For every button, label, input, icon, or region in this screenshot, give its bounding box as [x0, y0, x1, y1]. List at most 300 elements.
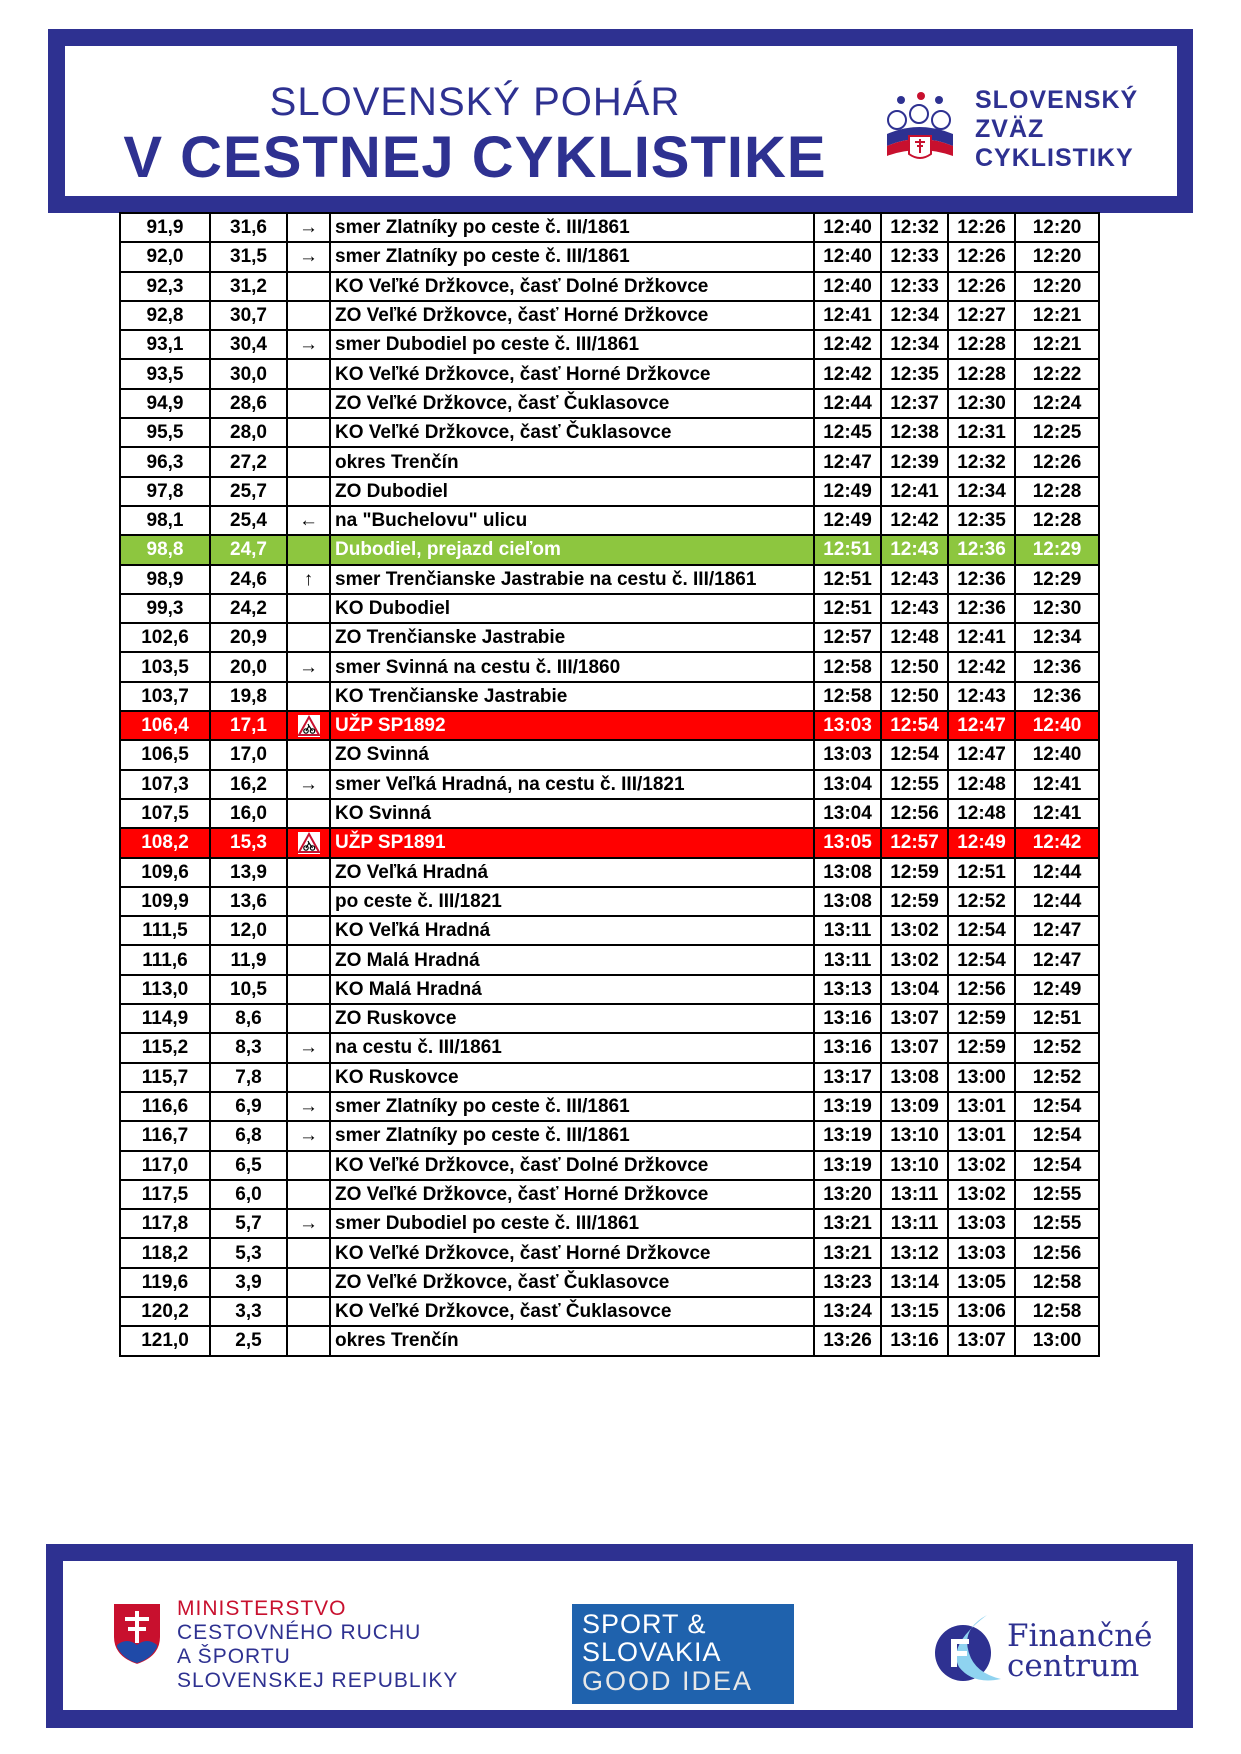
- time-col2: 13:08: [881, 1063, 948, 1092]
- table-row: [120, 887, 1099, 916]
- time-col2: 13:02: [881, 916, 948, 945]
- time-col4: 12:49: [1015, 975, 1099, 1004]
- time-col4: 12:40: [1015, 740, 1099, 769]
- route-description: smer Zlatníky po ceste č. III/1861: [330, 1121, 814, 1150]
- km-to-finish: 13,6: [210, 887, 287, 916]
- time-col1: 13:03: [814, 711, 881, 740]
- sport-line1: SPORT &: [582, 1609, 707, 1639]
- km-from-start: 121,0: [120, 1326, 210, 1355]
- route-description: ZO Malá Hradná: [330, 945, 814, 974]
- time-col1: 13:03: [814, 740, 881, 769]
- time-col1: 12:42: [814, 330, 881, 359]
- ministry-line3: A ŠPORTU: [177, 1645, 291, 1668]
- time-col3: 12:36: [948, 594, 1015, 623]
- time-col1: 12:45: [814, 418, 881, 447]
- time-col2: 13:10: [881, 1151, 948, 1180]
- time-col4: 12:29: [1015, 535, 1099, 564]
- time-col4: 12:20: [1015, 213, 1099, 242]
- route-description: smer Trenčianske Jastrabie na cestu č. III/1861: [330, 565, 814, 594]
- time-col4: 12:24: [1015, 389, 1099, 418]
- direction-cell: [287, 887, 330, 916]
- ministry-line2: CESTOVNÉHO RUCHU: [177, 1621, 422, 1644]
- table-row: [120, 1297, 1099, 1326]
- route-description: na "Buchelovu" ulicu: [330, 506, 814, 535]
- ministry-line1: MINISTERSTVO: [177, 1597, 347, 1620]
- km-from-start: 96,3: [120, 447, 210, 476]
- time-col1: 13:19: [814, 1121, 881, 1150]
- km-from-start: 111,6: [120, 945, 210, 974]
- km-from-start: 115,2: [120, 1033, 210, 1062]
- time-col4: 12:20: [1015, 272, 1099, 301]
- ministry-name: [177, 1597, 458, 1693]
- direction-cell: [287, 418, 330, 447]
- time-col3: 12:54: [948, 916, 1015, 945]
- route-description: okres Trenčín: [330, 447, 814, 476]
- time-col3: 12:27: [948, 301, 1015, 330]
- time-col2: 13:07: [881, 1033, 948, 1062]
- time-col2: 13:14: [881, 1268, 948, 1297]
- km-from-start: 114,9: [120, 1004, 210, 1033]
- route-description: ZO Dubodiel: [330, 477, 814, 506]
- header-banner: [48, 29, 1193, 213]
- table-row: [120, 770, 1099, 799]
- table-row: [120, 652, 1099, 681]
- route-description: KO Veľká Hradná: [330, 916, 814, 945]
- time-col4: 12:36: [1015, 682, 1099, 711]
- table-row: [120, 1238, 1099, 1267]
- time-col4: 12:44: [1015, 858, 1099, 887]
- km-to-finish: 10,5: [210, 975, 287, 1004]
- time-col4: 12:54: [1015, 1151, 1099, 1180]
- time-col3: 13:07: [948, 1326, 1015, 1355]
- slovak-coat-of-arms-icon: [111, 1601, 163, 1667]
- km-from-start: 117,8: [120, 1209, 210, 1238]
- km-from-start: 115,7: [120, 1063, 210, 1092]
- time-col4: 12:54: [1015, 1092, 1099, 1121]
- footer-panel: [63, 1561, 1177, 1710]
- time-col2: 12:50: [881, 682, 948, 711]
- km-to-finish: 17,1: [210, 711, 287, 740]
- table-row: [120, 1151, 1099, 1180]
- km-from-start: 113,0: [120, 975, 210, 1004]
- financne-centrum-name: [1007, 1618, 1153, 1684]
- time-col2: 12:38: [881, 418, 948, 447]
- time-col1: 12:41: [814, 301, 881, 330]
- time-col4: 12:40: [1015, 711, 1099, 740]
- direction-cell: [287, 1238, 330, 1267]
- time-col4: 12:56: [1015, 1238, 1099, 1267]
- time-col1: 12:42: [814, 359, 881, 388]
- time-col1: 12:49: [814, 506, 881, 535]
- km-from-start: 98,9: [120, 565, 210, 594]
- route-description: smer Zlatníky po ceste č. III/1861: [330, 213, 814, 242]
- time-col2: 13:07: [881, 1004, 948, 1033]
- km-to-finish: 31,6: [210, 213, 287, 242]
- title-line1: SLOVENSKÝ POHÁR: [269, 80, 681, 124]
- time-col3: 12:59: [948, 1033, 1015, 1062]
- time-col2: 12:50: [881, 652, 948, 681]
- time-col2: 12:37: [881, 389, 948, 418]
- route-description: KO Veľké Držkovce, časť Čuklasovce: [330, 418, 814, 447]
- route-description: ZO Trenčianske Jastrabie: [330, 623, 814, 652]
- km-to-finish: 28,0: [210, 418, 287, 447]
- table-row: [120, 1209, 1099, 1238]
- direction-cell: [287, 916, 330, 945]
- time-col3: 12:54: [948, 945, 1015, 974]
- time-col3: 12:59: [948, 1004, 1015, 1033]
- km-from-start: 98,8: [120, 535, 210, 564]
- direction-cell: [287, 477, 330, 506]
- route-description: KO Svinná: [330, 799, 814, 828]
- time-col1: 12:51: [814, 594, 881, 623]
- direction-cell: [287, 447, 330, 476]
- time-col4: 12:58: [1015, 1297, 1099, 1326]
- route-description: KO Veľké Držkovce, časť Dolné Držkovce: [330, 272, 814, 301]
- km-from-start: 120,2: [120, 1297, 210, 1326]
- km-to-finish: 31,2: [210, 272, 287, 301]
- route-description: KO Dubodiel: [330, 594, 814, 623]
- time-col2: 12:35: [881, 359, 948, 388]
- km-to-finish: 17,0: [210, 740, 287, 769]
- route-description: po ceste č. III/1821: [330, 887, 814, 916]
- org-line1: SLOVENSKÝ: [975, 86, 1139, 114]
- time-col2: 12:56: [881, 799, 948, 828]
- time-col4: 12:22: [1015, 359, 1099, 388]
- route-description: ZO Veľké Držkovce, časť Horné Držkovce: [330, 1180, 814, 1209]
- time-col4: 12:41: [1015, 770, 1099, 799]
- arrow-right-icon: →: [287, 1092, 330, 1121]
- time-col2: 12:43: [881, 594, 948, 623]
- time-col3: 12:48: [948, 799, 1015, 828]
- route-description: KO Veľké Držkovce, časť Čuklasovce: [330, 1297, 814, 1326]
- time-col4: 13:00: [1015, 1326, 1099, 1355]
- km-to-finish: 19,8: [210, 682, 287, 711]
- direction-cell: [287, 1151, 330, 1180]
- km-to-finish: 20,0: [210, 652, 287, 681]
- time-col2: 13:09: [881, 1092, 948, 1121]
- time-col4: 12:55: [1015, 1180, 1099, 1209]
- time-col3: 13:06: [948, 1297, 1015, 1326]
- time-col3: 13:02: [948, 1151, 1015, 1180]
- km-from-start: 93,1: [120, 330, 210, 359]
- km-from-start: 117,0: [120, 1151, 210, 1180]
- km-to-finish: 20,9: [210, 623, 287, 652]
- km-to-finish: 25,7: [210, 477, 287, 506]
- table-row: [120, 1063, 1099, 1092]
- km-from-start: 94,9: [120, 389, 210, 418]
- time-col2: 12:55: [881, 770, 948, 799]
- time-col4: 12:55: [1015, 1209, 1099, 1238]
- arrow-right-icon: →: [287, 1121, 330, 1150]
- time-col3: 13:03: [948, 1238, 1015, 1267]
- route-description: smer Svinná na cestu č. III/1860: [330, 652, 814, 681]
- time-col3: 12:49: [948, 828, 1015, 857]
- time-col4: 12:28: [1015, 477, 1099, 506]
- direction-cell: [287, 389, 330, 418]
- table-row: [120, 447, 1099, 476]
- time-col1: 13:20: [814, 1180, 881, 1209]
- time-col4: 12:41: [1015, 799, 1099, 828]
- time-col4: 12:42: [1015, 828, 1099, 857]
- sport-line2: SLOVAKIA: [582, 1637, 722, 1667]
- route-description: ZO Veľké Držkovce, časť Čuklasovce: [330, 1268, 814, 1297]
- time-col2: 12:33: [881, 242, 948, 271]
- time-col3: 12:56: [948, 975, 1015, 1004]
- time-col4: 12:21: [1015, 301, 1099, 330]
- table-row: [120, 682, 1099, 711]
- km-from-start: 108,2: [120, 828, 210, 857]
- direction-cell: [287, 301, 330, 330]
- km-from-start: 103,7: [120, 682, 210, 711]
- km-from-start: 116,6: [120, 1092, 210, 1121]
- km-to-finish: 11,9: [210, 945, 287, 974]
- time-col1: 13:24: [814, 1297, 881, 1326]
- km-from-start: 116,7: [120, 1121, 210, 1150]
- route-description: KO Ruskovce: [330, 1063, 814, 1092]
- km-from-start: 119,6: [120, 1268, 210, 1297]
- time-col3: 12:43: [948, 682, 1015, 711]
- km-to-finish: 27,2: [210, 447, 287, 476]
- arrow-left-icon: ←: [287, 506, 330, 535]
- time-col1: 13:17: [814, 1063, 881, 1092]
- time-col2: 12:33: [881, 272, 948, 301]
- time-col4: 12:44: [1015, 887, 1099, 916]
- arrow-right-icon: →: [287, 652, 330, 681]
- time-col2: 12:59: [881, 887, 948, 916]
- table-row: [120, 594, 1099, 623]
- time-col1: 13:08: [814, 858, 881, 887]
- route-description: smer Veľká Hradná, na cestu č. III/1821: [330, 770, 814, 799]
- time-col4: 12:30: [1015, 594, 1099, 623]
- time-col1: 13:19: [814, 1092, 881, 1121]
- time-col1: 13:11: [814, 945, 881, 974]
- route-description: KO Malá Hradná: [330, 975, 814, 1004]
- time-col3: 12:35: [948, 506, 1015, 535]
- km-from-start: 109,9: [120, 887, 210, 916]
- direction-cell: [287, 623, 330, 652]
- km-from-start: 103,5: [120, 652, 210, 681]
- direction-cell: [287, 1063, 330, 1092]
- time-col2: 12:59: [881, 858, 948, 887]
- km-to-finish: 6,8: [210, 1121, 287, 1150]
- km-to-finish: 5,7: [210, 1209, 287, 1238]
- time-col3: 13:03: [948, 1209, 1015, 1238]
- table-row: [120, 359, 1099, 388]
- km-to-finish: 5,3: [210, 1238, 287, 1267]
- sport-slovakia-logo: [572, 1604, 794, 1704]
- time-col1: 12:51: [814, 565, 881, 594]
- arrow-right-icon: →: [287, 242, 330, 271]
- route-description: KO Trenčianske Jastrabie: [330, 682, 814, 711]
- time-col2: 12:34: [881, 301, 948, 330]
- route-description: okres Trenčín: [330, 1326, 814, 1355]
- time-col4: 12:47: [1015, 945, 1099, 974]
- table-row: [120, 1033, 1099, 1062]
- route-description: smer Dubodiel po ceste č. III/1861: [330, 330, 814, 359]
- footer-banner: [46, 1544, 1193, 1728]
- time-col2: 12:32: [881, 213, 948, 242]
- route-description: smer Zlatníky po ceste č. III/1861: [330, 1092, 814, 1121]
- table-row: [120, 1326, 1099, 1355]
- time-col4: 12:20: [1015, 242, 1099, 271]
- km-to-finish: 24,6: [210, 565, 287, 594]
- table-row: [120, 213, 1099, 242]
- km-to-finish: 24,2: [210, 594, 287, 623]
- time-col2: 12:54: [881, 740, 948, 769]
- table-row: [120, 623, 1099, 652]
- table-row: [120, 389, 1099, 418]
- table-row: [120, 1004, 1099, 1033]
- direction-cell: [287, 359, 330, 388]
- km-to-finish: 25,4: [210, 506, 287, 535]
- table-row: [120, 477, 1099, 506]
- km-from-start: 111,5: [120, 916, 210, 945]
- time-col1: 12:57: [814, 623, 881, 652]
- table-row: [120, 916, 1099, 945]
- time-col1: 13:16: [814, 1004, 881, 1033]
- time-col2: 13:16: [881, 1326, 948, 1355]
- km-to-finish: 24,7: [210, 535, 287, 564]
- time-col3: 13:01: [948, 1121, 1015, 1150]
- direction-cell: [287, 1180, 330, 1209]
- time-col4: 12:21: [1015, 330, 1099, 359]
- route-description: smer Zlatníky po ceste č. III/1861: [330, 242, 814, 271]
- time-col2: 13:12: [881, 1238, 948, 1267]
- time-col3: 12:47: [948, 711, 1015, 740]
- time-col4: 12:28: [1015, 506, 1099, 535]
- fc-line1: Finančné: [1007, 1618, 1153, 1654]
- time-col1: 13:19: [814, 1151, 881, 1180]
- route-description: smer Dubodiel po ceste č. III/1861: [330, 1209, 814, 1238]
- cyclist-warning-icon: [287, 711, 330, 740]
- route-description: ZO Veľké Držkovce, časť Horné Držkovce: [330, 301, 814, 330]
- direction-cell: [287, 272, 330, 301]
- km-from-start: 107,5: [120, 799, 210, 828]
- time-col2: 12:41: [881, 477, 948, 506]
- direction-cell: [287, 682, 330, 711]
- km-from-start: 93,5: [120, 359, 210, 388]
- time-col1: 13:08: [814, 887, 881, 916]
- route-description: KO Veľké Držkovce, časť Horné Držkovce: [330, 1238, 814, 1267]
- time-col3: 12:30: [948, 389, 1015, 418]
- km-from-start: 102,6: [120, 623, 210, 652]
- financne-centrum-logo-icon: [929, 1609, 1009, 1689]
- km-to-finish: 30,7: [210, 301, 287, 330]
- time-col3: 12:48: [948, 770, 1015, 799]
- time-col3: 12:52: [948, 887, 1015, 916]
- title-line2: V CESTNEJ CYKLISTIKE: [123, 125, 827, 190]
- time-col3: 12:41: [948, 623, 1015, 652]
- km-from-start: 92,0: [120, 242, 210, 271]
- time-col2: 13:15: [881, 1297, 948, 1326]
- time-col4: 12:26: [1015, 447, 1099, 476]
- km-to-finish: 8,6: [210, 1004, 287, 1033]
- time-col2: 12:48: [881, 623, 948, 652]
- table-row: [120, 272, 1099, 301]
- time-col3: 12:32: [948, 447, 1015, 476]
- table-row: [120, 711, 1099, 740]
- time-col3: 12:31: [948, 418, 1015, 447]
- direction-cell: [287, 535, 330, 564]
- time-col2: 13:11: [881, 1209, 948, 1238]
- km-to-finish: 16,0: [210, 799, 287, 828]
- table-row: [120, 418, 1099, 447]
- km-to-finish: 6,0: [210, 1180, 287, 1209]
- route-description: Dubodiel, prejazd cieľom: [330, 535, 814, 564]
- time-col4: 12:54: [1015, 1121, 1099, 1150]
- time-col2: 13:10: [881, 1121, 948, 1150]
- km-to-finish: 7,8: [210, 1063, 287, 1092]
- km-to-finish: 16,2: [210, 770, 287, 799]
- km-to-finish: 6,5: [210, 1151, 287, 1180]
- time-col4: 12:52: [1015, 1063, 1099, 1092]
- route-description: UŽP SP1892: [330, 711, 814, 740]
- km-from-start: 95,5: [120, 418, 210, 447]
- time-col2: 12:54: [881, 711, 948, 740]
- arrow-right-icon: →: [287, 1033, 330, 1062]
- route-description: KO Veľké Držkovce, časť Horné Držkovce: [330, 359, 814, 388]
- table-row: [120, 565, 1099, 594]
- time-col3: 13:01: [948, 1092, 1015, 1121]
- time-col2: 12:39: [881, 447, 948, 476]
- km-from-start: 92,3: [120, 272, 210, 301]
- route-description: UŽP SP1891: [330, 828, 814, 857]
- route-description: ZO Veľká Hradná: [330, 858, 814, 887]
- time-col3: 12:36: [948, 565, 1015, 594]
- km-from-start: 92,8: [120, 301, 210, 330]
- table-row: [120, 828, 1099, 857]
- time-col1: 12:49: [814, 477, 881, 506]
- km-to-finish: 12,0: [210, 916, 287, 945]
- time-col1: 12:40: [814, 242, 881, 271]
- table-row: [120, 858, 1099, 887]
- km-to-finish: 28,6: [210, 389, 287, 418]
- table-row: [120, 945, 1099, 974]
- time-col3: 12:34: [948, 477, 1015, 506]
- km-to-finish: 8,3: [210, 1033, 287, 1062]
- ministry-line4: SLOVENSKEJ REPUBLIKY: [177, 1669, 459, 1692]
- time-col2: 13:02: [881, 945, 948, 974]
- time-col3: 13:05: [948, 1268, 1015, 1297]
- route-timetable: [119, 212, 1100, 1357]
- km-to-finish: 15,3: [210, 828, 287, 857]
- time-col1: 13:16: [814, 1033, 881, 1062]
- time-col1: 12:58: [814, 652, 881, 681]
- time-col4: 12:36: [1015, 652, 1099, 681]
- table-row: [120, 1268, 1099, 1297]
- time-col3: 12:28: [948, 330, 1015, 359]
- time-col2: 12:43: [881, 565, 948, 594]
- route-description: ZO Svinná: [330, 740, 814, 769]
- km-from-start: 118,2: [120, 1238, 210, 1267]
- time-col3: 12:47: [948, 740, 1015, 769]
- time-col2: 12:57: [881, 828, 948, 857]
- km-to-finish: 30,4: [210, 330, 287, 359]
- direction-cell: [287, 594, 330, 623]
- time-col2: 13:11: [881, 1180, 948, 1209]
- org-line2: ZVÄZ: [975, 115, 1045, 143]
- cyclist-warning-icon: [287, 828, 330, 857]
- direction-cell: [287, 1268, 330, 1297]
- time-col3: 12:42: [948, 652, 1015, 681]
- table-row: [120, 506, 1099, 535]
- km-to-finish: 13,9: [210, 858, 287, 887]
- km-from-start: 107,3: [120, 770, 210, 799]
- table-row: [120, 1092, 1099, 1121]
- time-col1: 13:05: [814, 828, 881, 857]
- time-col1: 12:58: [814, 682, 881, 711]
- time-col4: 12:47: [1015, 916, 1099, 945]
